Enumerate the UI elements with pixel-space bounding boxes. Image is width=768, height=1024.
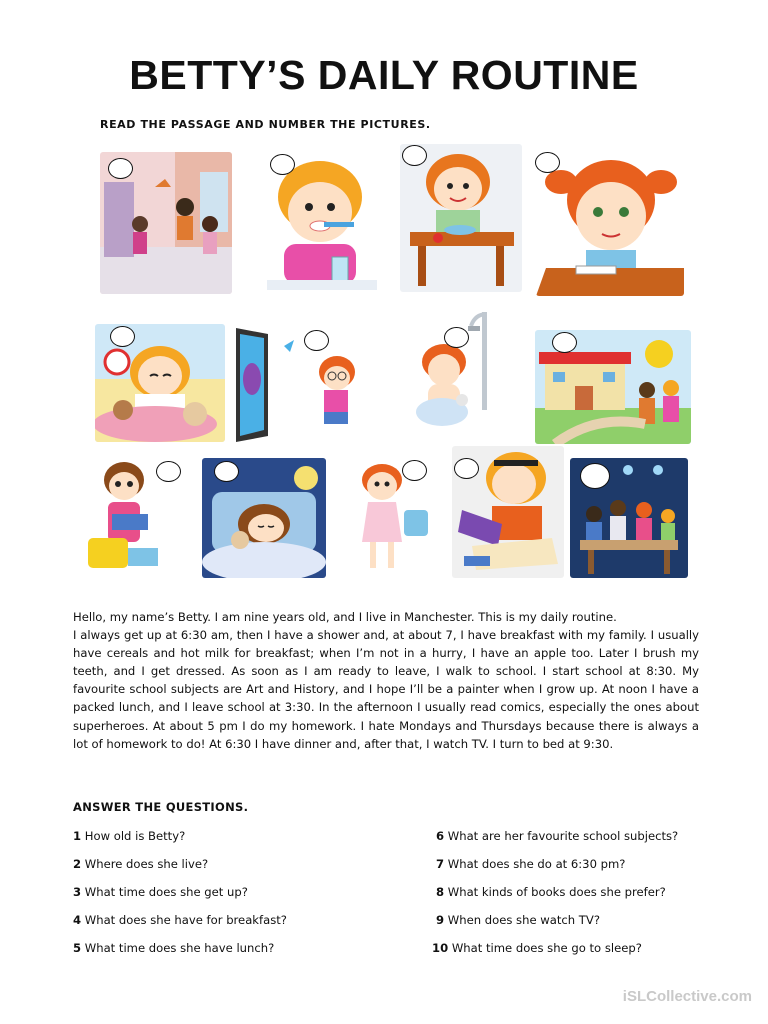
number-circle-girl-waking-up[interactable] [110,326,135,347]
questions-heading: ANSWER THE QUESTIONS. [73,800,249,814]
question-item: 1 How old is Betty? [73,829,186,843]
passage-body: I always get up at 6:30 am, then I have a shower and, at about 7, I have breakfast with my family. I usually have cereals and hot milk for breakfast; when I’m not in a hurry, I have an apple too. Later I brush my teeth, and I get dressed. As soon as I am ready to leave, I walk to school. I start school at 8:30. My favourite school subjects are Art and History, and I hope I’ll be a painter when I grow up. At noon I have a packed lunch, and I leave school at 3:30. In the afternoon I usually read comics, especially the ones about superheroes. At about 5 pm I do my homework. I hate Mondays and Thursdays because there is always a lot of homework to do! At 6:30 I have dinner and, after that, I watch TV. I turn to bed at 9:30. [73,628,699,751]
question-item: 5 What time does she have lunch? [73,941,275,955]
number-circle-girl-watching-tv[interactable] [304,330,329,351]
number-circle-girl-getting-dressed[interactable] [402,460,427,481]
number-circle-girl-sleeping[interactable] [214,461,239,482]
number-circle-girl-reading-comics[interactable] [454,458,479,479]
picture-girl-packing-lunch [82,456,168,574]
passage-intro: Hello, my name’s Betty. I am nine years old, and I live in Manchester. This is my daily routine. [73,610,617,624]
picture-girl-watching-tv [232,324,370,442]
question-item: 8 What kinds of books does she prefer? [436,885,666,899]
picture-girl-eating-breakfast [400,144,522,292]
question-item: 6 What are her favourite school subjects? [436,829,679,843]
question-item: 2 Where does she live? [73,857,209,871]
reading-passage [73,608,699,753]
number-circle-girl-brushing-teeth[interactable] [270,154,295,175]
number-circle-girl-packing-lunch[interactable] [156,461,181,482]
question-item: 10 What time does she go to sleep? [432,941,642,955]
question-item: 3 What time does she get up? [73,885,248,899]
picture-girl-doing-homework [536,150,684,296]
number-circle-girl-eating-breakfast[interactable] [402,145,427,166]
number-circle-children-at-school[interactable] [552,332,577,353]
question-item: 7 What does she do at 6:30 pm? [436,857,626,871]
question-item: 4 What does she have for breakfast? [73,913,287,927]
number-circle-family-having-dinner[interactable] [580,463,610,489]
number-circle-children-walking-to-school[interactable] [108,158,133,179]
question-item: 9 When does she watch TV? [436,913,600,927]
worksheet-title: BETTY’S DAILY ROUTINE [129,52,639,98]
watermark-logo: iSLCollective.com [622,988,752,1005]
instruction-text: READ THE PASSAGE AND NUMBER THE PICTURES. [100,118,431,131]
number-circle-girl-doing-homework[interactable] [535,152,560,173]
number-circle-child-taking-shower[interactable] [444,327,469,348]
